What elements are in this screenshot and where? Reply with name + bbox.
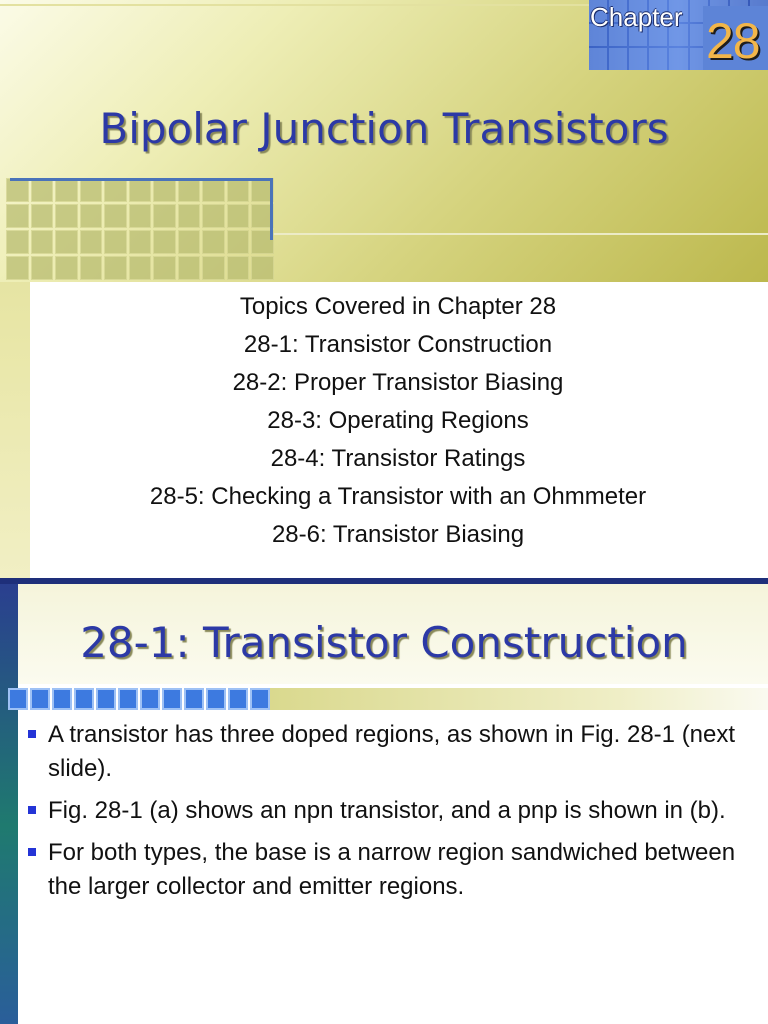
topic-item: 28-5: Checking a Transistor with an Ohmmeter [149, 483, 647, 510]
header-horizontal-rule [270, 233, 768, 235]
chapter-number: 28 [706, 13, 760, 69]
topic-item: 28-1: Transistor Construction [243, 331, 553, 358]
square-bullet-icon [28, 806, 36, 814]
bullet-text: A transistor has three doped regions, as shown in Fig. 28-1 (next slide). [48, 721, 736, 782]
decorative-bar [270, 688, 768, 710]
bullet-text: Fig. 28-1 (a) shows an npn transistor, and a pnp is shown in (b). [48, 797, 726, 824]
chapter-label: Chapter [590, 2, 683, 32]
slide-2-title: 28-1: Transistor Construction [80, 618, 688, 667]
bullet-list [26, 718, 756, 912]
bullet-item [26, 718, 756, 786]
slide-1-title: Bipolar Junction Transistors [99, 104, 669, 153]
bullet-text: For both types, the base is a narrow region sandwiched between the larger collector and emitter regions. [48, 839, 736, 900]
topic-item: 28-4: Transistor Ratings [270, 445, 526, 472]
decorative-grid [6, 178, 274, 280]
topic-item: 28-3: Operating Regions [267, 407, 529, 434]
square-bullet-icon [28, 730, 36, 738]
square-bullet-icon [28, 848, 36, 856]
bullet-item [26, 794, 756, 828]
slide-2 [0, 584, 768, 1024]
grid-border-top [10, 178, 272, 181]
topic-item: 28-2: Proper Transistor Biasing [232, 369, 564, 396]
topics-heading: Topics Covered in Chapter 28 [239, 293, 557, 320]
topic-item: 28-6: Transistor Biasing [271, 521, 525, 548]
topics-list [0, 288, 768, 554]
bullet-item [26, 836, 756, 904]
grid-border-right [270, 178, 273, 240]
decorative-squares [8, 688, 270, 710]
